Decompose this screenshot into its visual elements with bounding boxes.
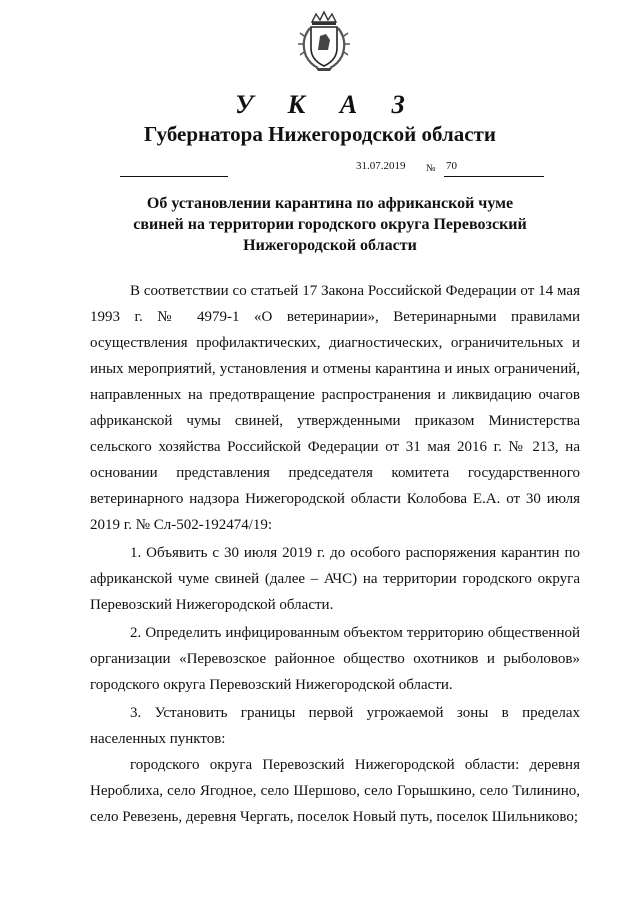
coat-of-arms-icon (296, 10, 352, 72)
document-body (90, 278, 580, 830)
number-label: № (426, 163, 436, 174)
settlements-paragraph: городского округа Перевозский Нижегородской области: деревня Нероблиха, село Ягодное, село Шершово, село Горышкино, село Тилинино, село Ревезень, деревня Чергать, поселок Новый путь, поселок Шильниково; (90, 757, 580, 825)
blank-date-line (120, 176, 228, 177)
preamble-paragraph: В соответствии со статьей 17 Закона Российской Федерации от 14 мая 1993 г. № 4979-1 «О ветеринарии», Ветеринарными правилами осуществления профилактических, диагностических, ограничительных и иных мероприятий, установления и отмены карантина и иных ограничений, направленных на предотвращение распространения и ликвидацию очагов африканской чумы свиней, утвержденными приказом Министерства сельского хозяйства Российской Федерации от 31 мая 2016 г. № 213, на основании представления председателя комитета государственного ветеринарного надзора Нижегородской области Колобова Е.А. от 30 июля 2019 г. № Сл-502-192474/19: (90, 283, 580, 533)
clause-3-paragraph: 3. Установить границы первой угрожаемой зоны в пределах населенных пунктов: (90, 705, 580, 747)
document-date: 31.07.2019 (356, 160, 406, 172)
document-type-heading: У К А З (235, 90, 419, 119)
issuer-heading: Губернатора Нижегородской области (144, 122, 496, 146)
document-title: Об установлении карантина по африканской чуме свиней на территории городского округа Перевозский Нижегородской области (133, 195, 527, 254)
number-underline (444, 176, 544, 177)
document-number: 70 (446, 160, 457, 172)
clause-1-paragraph: 1. Объявить с 30 июля 2019 г. до особого распоряжения карантин по африканской чуме свиней (далее – АЧС) на территории городского округа Перевозский Нижегородской области. (90, 545, 580, 613)
clause-2-paragraph: 2. Определить инфицированным объектом территорию общественной организации «Перевозское районное общество охотников и рыболовов» городского округа Перевозский Нижегородской области. (90, 625, 580, 693)
